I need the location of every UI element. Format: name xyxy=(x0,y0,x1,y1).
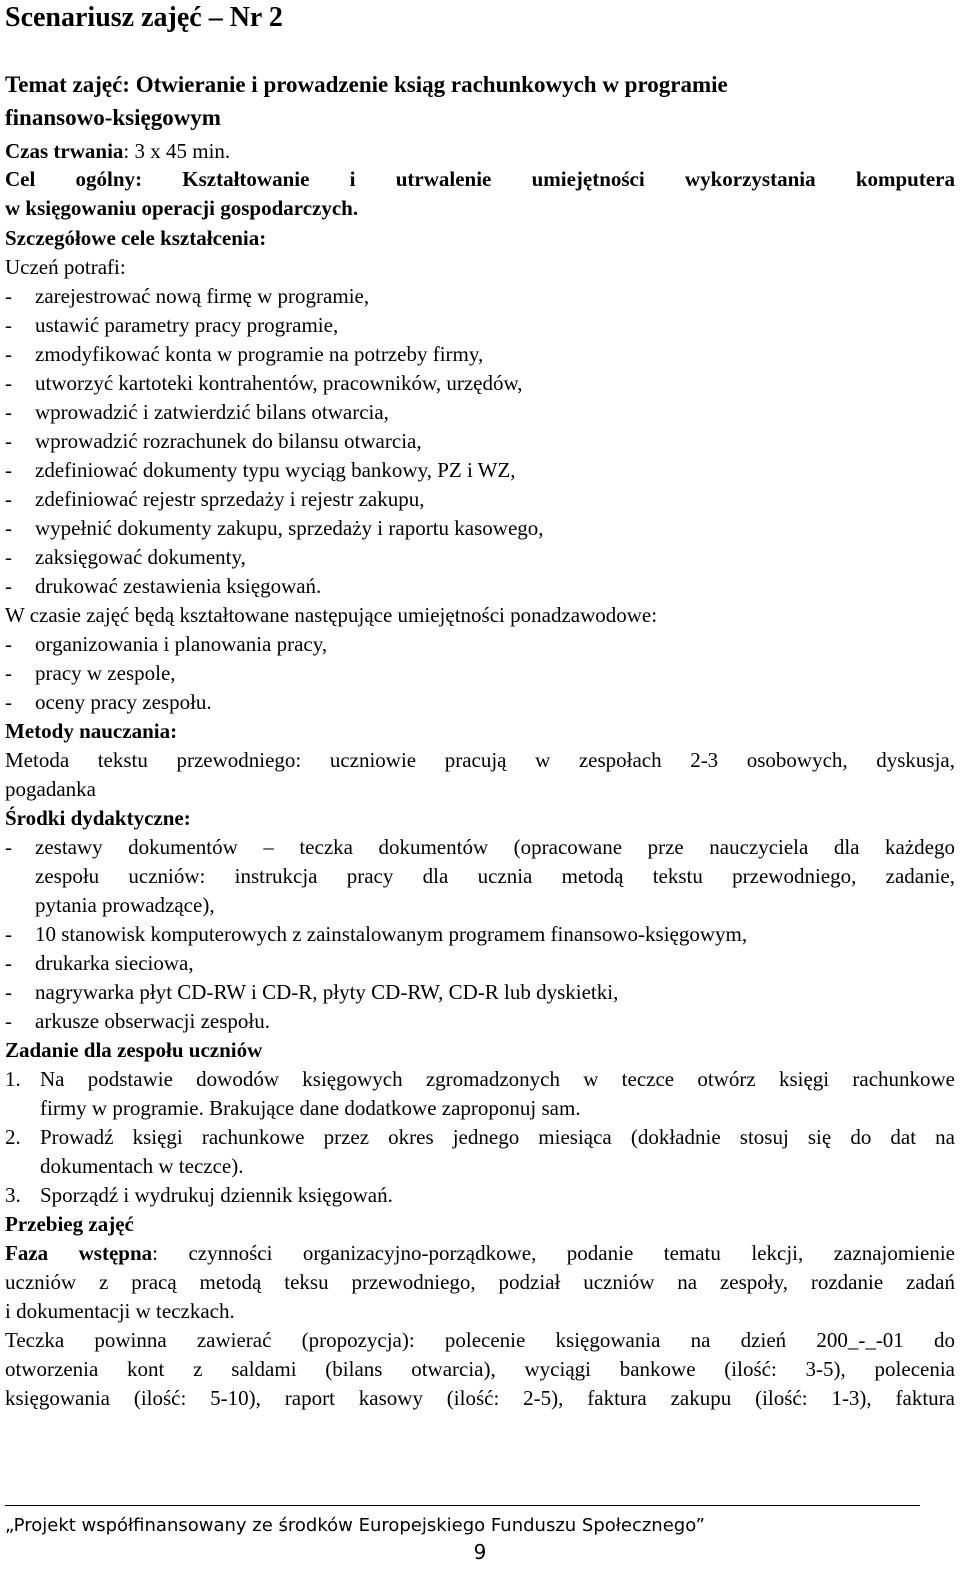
detailed-goals-heading: Szczegółowe cele kształcenia: xyxy=(5,226,267,250)
duration-label: Czas trwania xyxy=(5,139,124,163)
goal-label: Cel ogólny xyxy=(5,167,136,191)
course-heading: Przebieg zajęć xyxy=(5,1212,134,1236)
topic-line-1 xyxy=(5,69,728,101)
folder-line-2: otworzenia kont z saldami (bilans otwarcia), wyciągi bankowe (ilość: 3-5), polecenia xyxy=(5,1357,955,1381)
page-title: Scenariusz zajęć – Nr 2 xyxy=(5,2,283,33)
goal-line-2: w księgowaniu operacji gospodarczych. xyxy=(5,196,359,220)
topic-label: Temat zajęć: xyxy=(5,72,130,97)
duration-line xyxy=(5,137,230,166)
document-page: Scenariusz zajęć – Nr 2 Temat zajęć: Otwieranie i prowadzenie ksiąg rachunkowych w programie finansowo-księgowym Czas trwania: 3 x 45 min. Cel ogólny: Kształtowanie i utrwalenie umiejętności wykorzystania komputera w księgowaniu operacji gospodarczych. Szczegółowe cele kształcenia: Uczeń potrafi: - zarejestrować nową firmę w programie, - ustawić parametry pracy programie, - zmodyfikować konta w programie na potrzeby firmy, - utworzyć kartoteki kontrahentów, pracowników, urzędów, - wprowadzić i zatwierdzić bilans otwarcia, - wprowadzić rozrachunek do bilansu otwarcia, - zdefiniować dokumenty typu wyciąg bankowy, PZ i WZ, - zdefiniować rejestr sprzedaży i rejestr zakupu, - wypełnić dokumenty zakupu, sprzedaży i raportu kasowego, - zaksięgować dokumenty, - drukować zestawienia księgowań. W czasie zajęć będą kształtowane następujące umiejętności ponadzawodowe: - organizowania i planowania pracy, - pracy w zespole, - oceny pracy zespołu. Metody nauczania: Metoda tekstu przewodniego: uczniowie pracują w zespołach 2-3 osobowych, dyskusja, pogadanka Środki dydaktyczne: - zestawy dokumentów – teczka dokumentów (opracowane prze nauczyciela dla każdego zespołu uczniów: instrukcja pracy dla ucznia metodą tekstu przewodniego, zadanie, pytania prowadzące), - 10 stanowisk komputerowych z zainstalowanym programem finansowo-księgowym, - drukarka sieciowa, - nagrywarka płyt CD-RW i CD-R, płyty CD-RW, CD-R lub dyskietki, - arkusze obserwacji zespołu. Zadanie dla zespołu uczniów 1. Na podstawie dowodów księgowych zgromadzonych w teczce otwórz księgi rachunkowe firmy w programie. Brakujące dane dodatkowe zaproponuj sam. 2. Prowadź księgi rachunkowe przez okres jednego miesiąca (dokładnie stosuj się do dat na dokumentach w teczce). 3. Sporządź i wydrukuj dziennik księgowań. Przebieg zajęć Faza wstępna: czynności organizacyjno-porządkowe, podanie tematu lekcji, zaznajomienie uczniów z pracą metodą teksu przewodniego, podział uczniów na zespoły, rozdanie zadań i dokumentacji w teczkach. Teczka powinna zawierać (propozycja): polecenie księgowania na dzień 200_-_-01 do otworzenia kont z saldami (bilans otwarcia), wyciągi bankowe (ilość: 3-5), polecenia księgowania (ilość: 5-10), raport kasowy (ilość: 2-5), faktura zakupu (ilość: 1-3), faktura „Projekt współfinansowany ze środków Europejskiego Funduszu Społecznego” 9 xyxy=(0,0,960,1569)
intro-label: Faza wstępna xyxy=(5,1241,153,1265)
topic-line-2: finansowo-księgowym xyxy=(5,105,221,130)
page-number: 9 xyxy=(473,1540,487,1564)
intro-line-3: i dokumentacji w teczkach. xyxy=(5,1299,235,1323)
folder-line-3: księgowania (ilość: 5-10), raport kasowy (ilość: 2-5), faktura zakupu (ilość: 1-3), faktura xyxy=(5,1386,955,1410)
folder-line-1: Teczka powinna zawierać (propozycja): polecenie księgowania na dzień 200_-_-01 do xyxy=(5,1328,955,1352)
skills-intro: W czasie zajęć będą kształtowane następujące umiejętności ponadzawodowe: xyxy=(5,603,658,627)
goal-line-1 xyxy=(5,165,955,194)
methods-line-1: Metoda tekstu przewodniego: uczniowie pracują w zespołach 2-3 osobowych, dyskusja, xyxy=(5,748,955,772)
intro-line-1: Faza wstępna: czynności organizacyjno-porządkowe, podanie tematu lekcji, zaznajomienie xyxy=(5,1241,955,1265)
methods-heading: Metody nauczania: xyxy=(5,719,178,743)
duration-value: : 3 x 45 min. xyxy=(123,139,231,163)
student-can-label: Uczeń potrafi: xyxy=(5,255,126,279)
intro-line-2: uczniów z pracą metodą teksu przewodniego, podział uczniów na zespoły, rozdanie zadań xyxy=(5,1270,955,1294)
task-heading: Zadanie dla zespołu uczniów xyxy=(5,1038,263,1062)
means-heading: Środki dydaktyczne: xyxy=(5,806,191,830)
topic-text: Otwieranie i prowadzenie ksiąg rachunkowych w programie xyxy=(135,72,728,97)
footer-text: „Projekt współfinansowany ze środków Europejskiego Funduszu Społecznego” xyxy=(5,1515,705,1536)
methods-line-2: pogadanka xyxy=(5,777,96,801)
goal-text: : Kształtowanie i utrwalenie umiejętności wykorzystania komputera xyxy=(135,167,955,191)
footer-divider xyxy=(5,1505,920,1506)
